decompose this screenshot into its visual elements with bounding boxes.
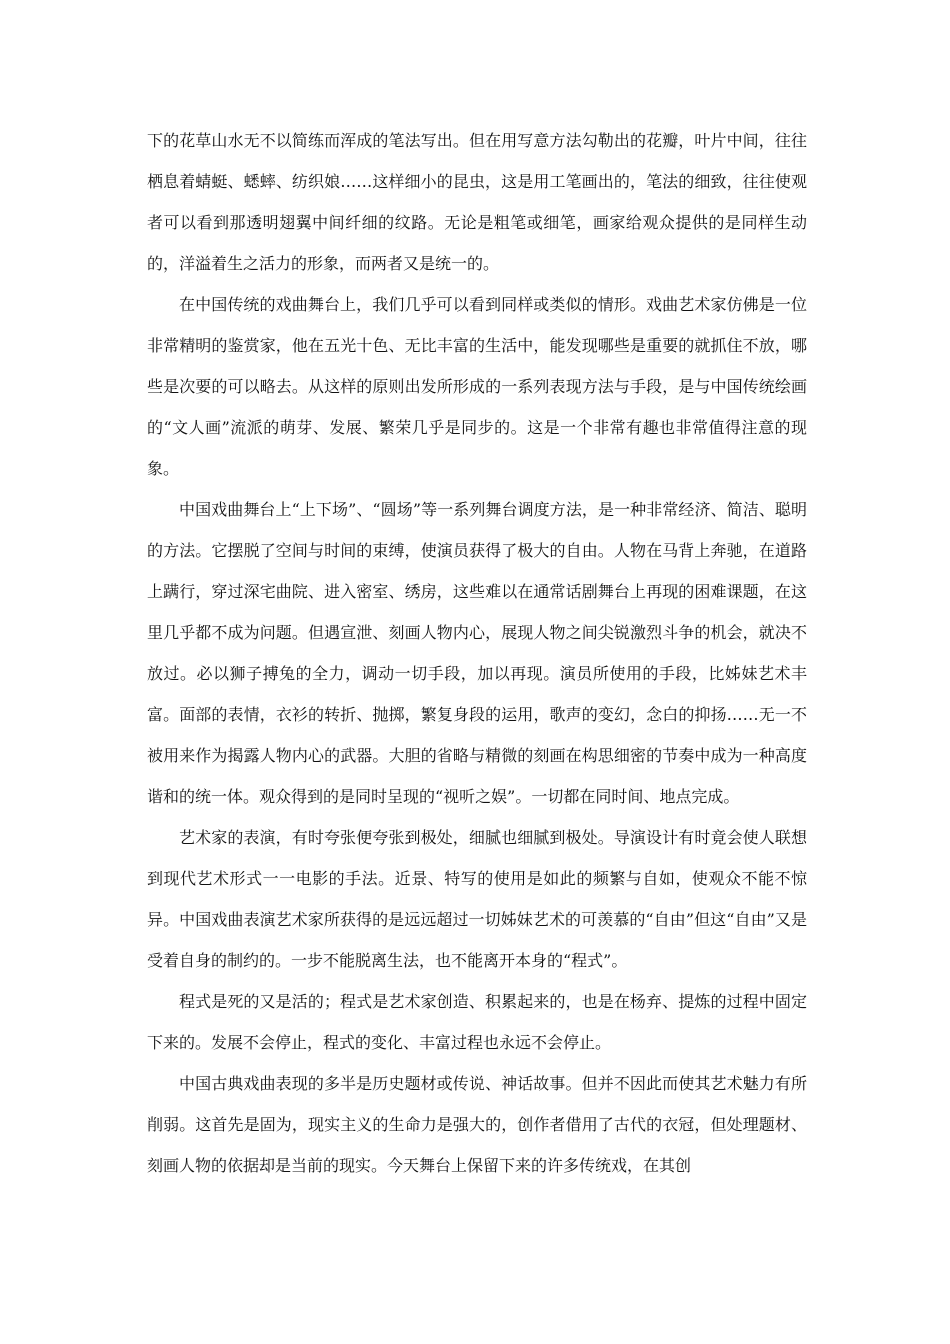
paragraph-stage-similarity: 在中国传统的戏曲舞台上，我们几乎可以看到同样或类似的情形。戏曲艺术家仿佛是一位非常精明的鉴赏家，他在五光十色、无比丰富的生活中，能发现哪些是重要的就抓住不放，哪些是次要的可以略去。从这样的原则出发所形成的一系列表现方法与手段，是与中国传统绘画的“文人画”流派的萌芽、发展、繁荣几乎是同步的。这是一个非常有趣也非常值得注意的现象。 — [147, 295, 807, 478]
paragraph-historical-themes: 中国古典戏曲表现的多半是历史题材或传说、神话故事。但并不因此而使其艺术魅力有所削弱。这首先是固为，现实主义的生命力是强大的，创作者借用了古代的衣冠，但处理题材、刻画人物的依据却是当前的现实。今天舞台上保留下来的许多传统戏，在其创 — [147, 1074, 807, 1175]
paragraph-continuation: 下的花草山水无不以简练而浑成的笔法写出。但在用写意方法勾勒出的花瓣，叶片中间，往往栖息着蜻蜓、蟋蟀、纺织娘……这样细小的昆虫，这是用工笔画出的，笔法的细致，往往使观者可以看到那透明翅翼中间纤细的纹路。无论是粗笔或细笔，画家给观众提供的是同样生动的，洋溢着生之活力的形象，而两者又是统一的。 — [147, 131, 807, 273]
paragraph-stage-movement: 中国戏曲舞台上“上下场”、“圆场”等一系列舞台调度方法，是一种非常经济、简洁、聪明的方法。它摆脱了空间与时间的束缚，使演员获得了极大的自由。人物在马背上奔驰，在道路上蹒行，穿过深宅曲院、进入密室、绣房，这些难以在通常话剧舞台上再现的困难课题，在这里几乎都不成为问题。但遇宣泄、刻画人物内心，展现人物之间尖锐激烈斗争的机会，就决不放过。必以狮子搏兔的全力，调动一切手段，加以再现。演员所使用的手段，比姊妹艺术丰富。面部的表情，衣衫的转折、抛掷，繁复身段的运用，歌声的变幻，念白的抑扬……无一不被用来作为揭露人物内心的武器。大胆的省略与精微的刻画在构思细密的节奏中成为一种高度谐和的统一体。观众得到的是同时呈现的“视听之娱”。一切都在同时间、地点完成。 — [147, 500, 807, 806]
paragraph-performance-freedom: 艺术家的表演，有时夸张便夸张到极处，细腻也细腻到极处。导演设计有时竟会使人联想到现代艺术形式一一电影的手法。近景、特写的使用是如此的频繁与自如，使观众不能不惊异。中国戏曲表演艺术家所获得的是远远超过一切姊妹艺术的可羡慕的“自由”但这“自由”又是受着自身的制约的。一步不能脱离生法，也不能离开本身的“程式”。 — [147, 828, 807, 970]
body-text — [147, 120, 807, 1186]
paragraph-convention: 程式是死的又是活的；程式是艺术家创造、积累起来的，也是在杨弃、提炼的过程中固定下来的。发展不会停止，程式的变化、丰富过程也永远不会停止。 — [147, 992, 807, 1052]
